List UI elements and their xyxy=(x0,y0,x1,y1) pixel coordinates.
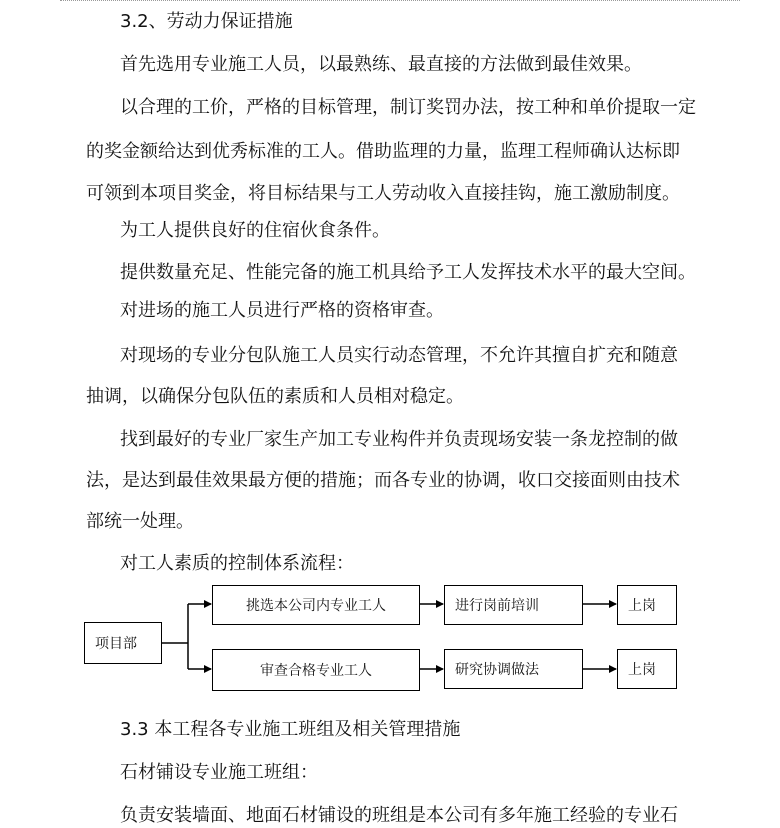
flow-node-coordinate-methods: 研究协调做法 xyxy=(444,649,583,689)
flow-node-start-work-bottom: 上岗 xyxy=(617,649,677,689)
paragraph-7-line-1: 找到最好的专业厂家生产加工专业构件并负责现场安装一条龙控制的做 xyxy=(120,429,678,450)
flow-node-pre-job-training: 进行岗前培训 xyxy=(444,585,583,625)
section-heading-3-2: 3.2、劳动力保证措施 xyxy=(120,11,293,32)
flow-intro: 对工人素质的控制体系流程： xyxy=(120,553,354,574)
paragraph-2-line-2: 的奖金额给达到优秀标准的工人。借助监理的力量，监理工程师确认达标即 xyxy=(86,141,680,162)
flow-node-root: 项目部 xyxy=(84,622,162,664)
section-heading-3-3: 3.3 本工程各专业施工班组及相关管理措施 xyxy=(120,719,461,740)
paragraph-1: 首先选用专业施工人员，以最熟练、最直接的方法做到最佳效果。 xyxy=(120,54,642,75)
flow-node-start-work-top: 上岗 xyxy=(617,585,677,625)
flow-node-select-workers: 挑选本公司内专业工人 xyxy=(212,585,420,625)
stone-team-subheading: 石材铺设专业施工班组： xyxy=(120,762,318,783)
paragraph-7-line-3: 部统一处理。 xyxy=(86,511,194,532)
paragraph-7-line-2: 法，是达到最佳效果最方便的措施；而各专业的协调，收口交接面则由技术 xyxy=(86,470,680,491)
paragraph-2-line-1: 以合理的工价，严格的目标管理，制订奖罚办法，按工种和单价提取一定 xyxy=(120,97,696,118)
paragraph-4: 提供数量充足、性能完备的施工机具给予工人发挥技术水平的最大空间。 xyxy=(120,262,696,283)
paragraph-5: 对进场的施工人员进行严格的资格审查。 xyxy=(120,300,444,321)
paragraph-3: 为工人提供良好的住宿伙食条件。 xyxy=(120,220,390,241)
paragraph-6-line-1: 对现场的专业分包队施工人员实行动态管理，不允许其擅自扩充和随意 xyxy=(120,345,678,366)
paragraph-2-line-3: 可领到本项目奖金，将目标结果与工人劳动收入直接挂钩，施工激励制度。 xyxy=(86,183,680,204)
paragraph-6-line-2: 抽调，以确保分包队伍的素质和人员相对稳定。 xyxy=(86,386,464,407)
flow-node-review-qualified: 审查合格专业工人 xyxy=(212,649,420,691)
stone-team-paragraph: 负责安装墙面、地面石材铺设的班组是本公司有多年施工经验的专业石 xyxy=(120,805,678,826)
